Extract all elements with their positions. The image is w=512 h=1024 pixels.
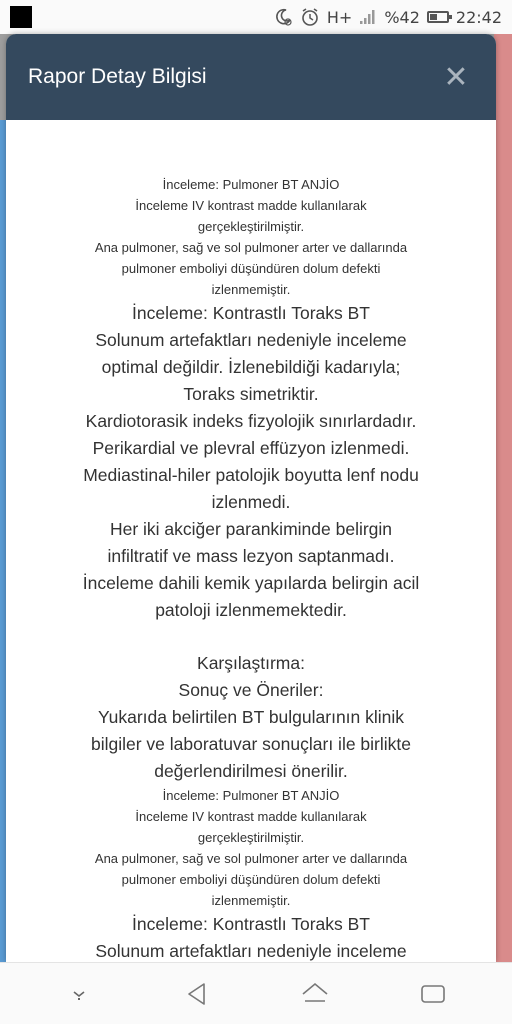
report-line: Mediastinal-hiler patolojik boyutta lenf nodu — [83, 465, 419, 485]
report-line: pulmoner emboliyi düşündüren dolum defekti — [121, 261, 381, 276]
background-strip-right — [494, 34, 512, 962]
clock: 22:42 — [455, 7, 502, 27]
signal-icon — [359, 9, 377, 25]
report-line: gerçekleştirilmiştir. — [197, 830, 305, 845]
battery-icon — [427, 11, 449, 23]
recents-icon[interactable] — [409, 974, 457, 1014]
report-line: İnceleme: Pulmoner BT ANJİO — [162, 788, 340, 803]
report-line: pulmoner emboliyi düşündüren dolum defekti — [121, 872, 381, 887]
report-line: infiltratif ve mass lezyon saptanmadı. — [107, 546, 395, 566]
report-line: Kardiotorasik indeks fizyolojik sınırlardadır. — [85, 411, 417, 431]
report-line: İnceleme IV kontrast madde kullanılarak — [135, 198, 367, 213]
modal-title: Rapor Detay Bilgisi — [28, 65, 207, 88]
report-line: patoloji izlenmemektedir. — [155, 600, 347, 620]
report-line: Ana pulmoner, sağ ve sol pulmoner arter ve dallarında — [94, 851, 408, 866]
battery-fill — [430, 14, 437, 20]
report-line: gerçekleştirilmiştir. — [197, 219, 305, 234]
close-button[interactable]: ✕ — [443, 59, 469, 95]
report-line: izlenmemiştir. — [211, 282, 291, 297]
report-section-conclusion — [26, 650, 476, 785]
report-line: Solunum artefaktları nedeniyle inceleme — [95, 941, 407, 961]
report-body — [6, 120, 496, 962]
alarm-clock-icon — [300, 7, 320, 27]
report-line: izlenmedi. — [211, 492, 291, 512]
down-chevron-icon[interactable] — [55, 974, 103, 1014]
black-square-icon — [10, 6, 32, 28]
report-line: izlenmemiştir. — [211, 893, 291, 908]
report-line: İnceleme IV kontrast madde kullanılarak — [135, 809, 367, 824]
report-section-thorax-repeat — [26, 911, 476, 962]
report-line: İnceleme dahili kemik yapılarda belirgin acil — [82, 573, 420, 593]
status-icons — [273, 7, 502, 27]
report-line: Karşılaştırma: — [197, 653, 305, 673]
report-section-thorax — [26, 300, 476, 624]
status-bar — [0, 0, 512, 34]
modal-header — [6, 34, 496, 120]
report-line: Solunum artefaktları nedeniyle inceleme — [95, 330, 407, 350]
report-section-angio-repeat — [26, 785, 476, 911]
report-detail-modal — [6, 34, 496, 962]
do-not-disturb-icon — [273, 7, 293, 27]
navigation-bar — [0, 962, 512, 1024]
section-gap — [26, 624, 476, 650]
network-type: H+ — [326, 7, 353, 27]
report-line: bilgiler ve laboratuvar sonuçları ile birlikte — [90, 734, 411, 754]
report-line: İnceleme: Pulmoner BT ANJİO — [162, 177, 340, 192]
report-line: Ana pulmoner, sağ ve sol pulmoner arter ve dallarında — [94, 240, 408, 255]
report-line: optimal değildir. İzlenebildiği kadarıyla; — [101, 357, 401, 377]
back-icon[interactable] — [173, 974, 221, 1014]
home-icon[interactable] — [291, 974, 339, 1014]
report-line: İnceleme: Kontrastlı Toraks BT — [132, 914, 370, 934]
report-line: İnceleme: Kontrastlı Toraks BT — [132, 303, 370, 323]
report-line: değerlendirilmesi önerilir. — [154, 761, 348, 781]
report-section-angio — [26, 174, 476, 300]
report-line: Her iki akciğer parankiminde belirgin — [109, 519, 393, 539]
report-line: Yukarıda belirtilen BT bulgularının klinik — [97, 707, 405, 727]
battery-percent: %42 — [384, 7, 420, 27]
report-line: Sonuç ve Öneriler: — [178, 680, 324, 700]
report-line: Perikardial ve plevral effüzyon izlenmedi. — [92, 438, 410, 458]
report-line: Toraks simetriktir. — [183, 384, 319, 404]
